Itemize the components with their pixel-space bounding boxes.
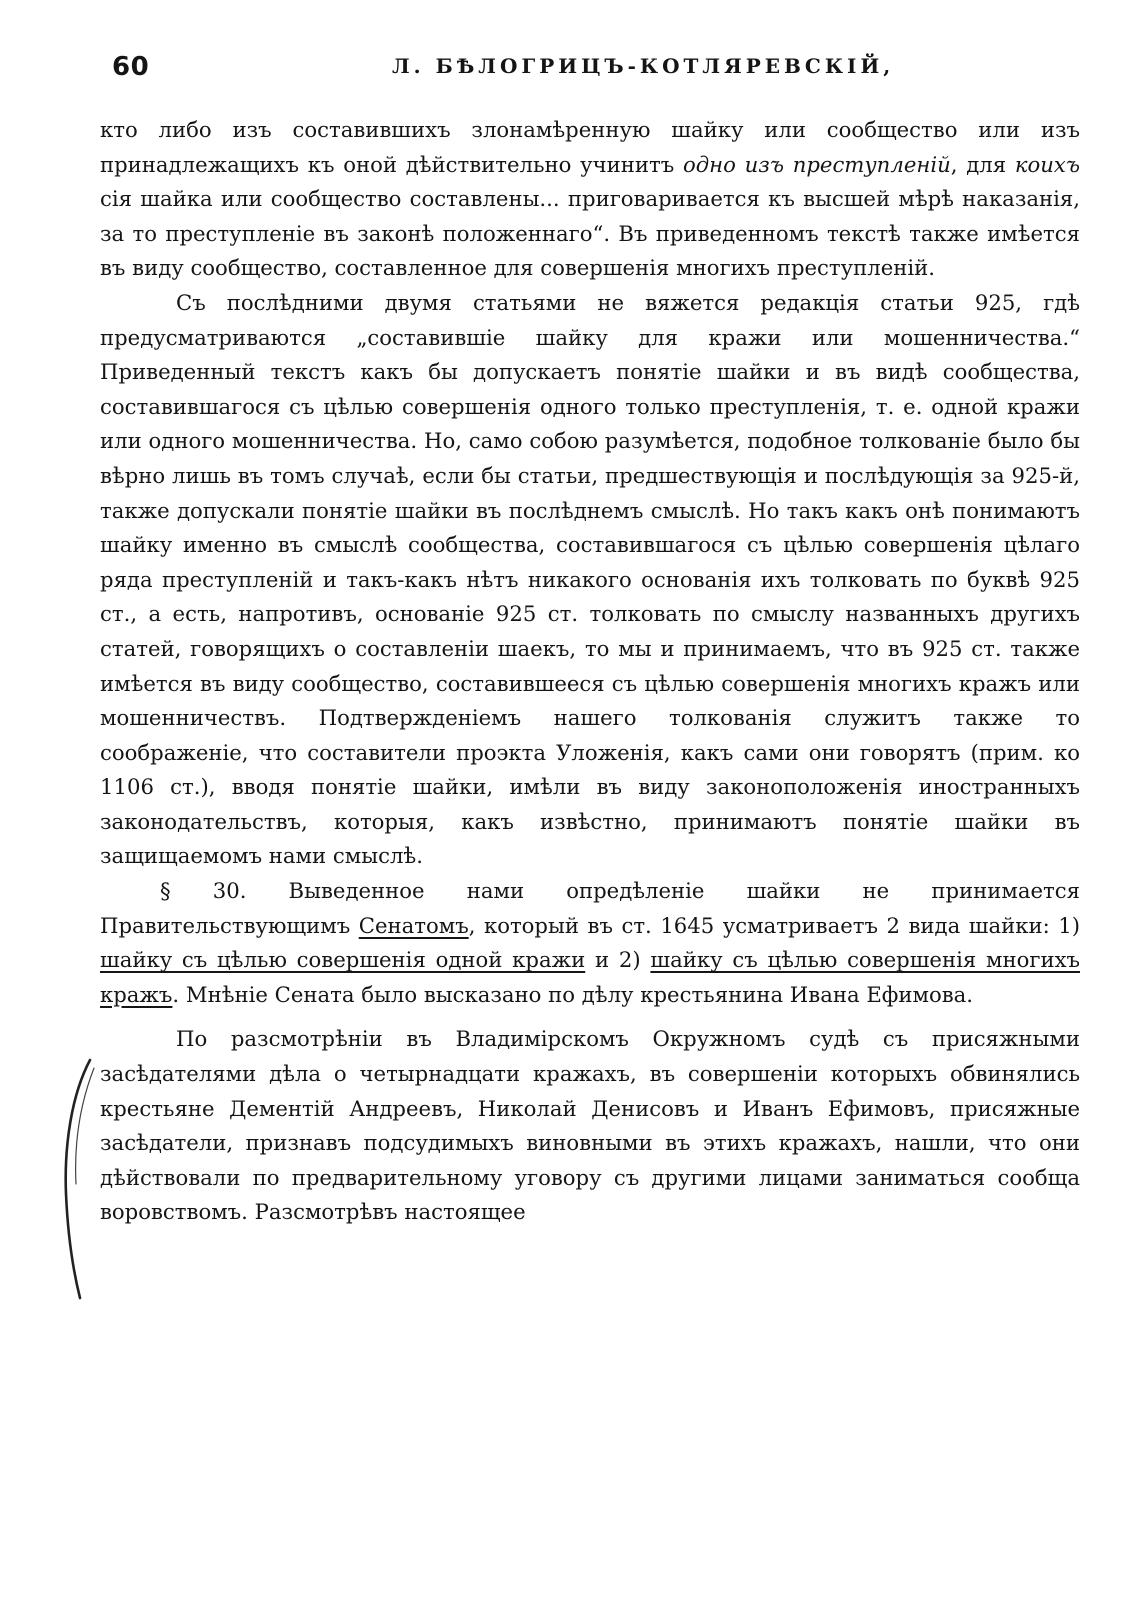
paragraph-1-text-c: сія шайка или сообщество составлены... приговаривается къ высшей мѣрѣ наказанія, за то преступленіе въ законѣ положеннаго“. Въ приведенномъ текстѣ также имѣется въ виду сообщество, составленное для совершенія многихъ преступленій. xyxy=(100,186,1080,281)
body-text xyxy=(100,113,1080,1230)
margin-bracket-mark xyxy=(50,1054,100,1304)
section-30-text-b: , который въ ст. 1645 усматриваетъ 2 вида шайки: 1) xyxy=(468,912,1080,938)
paragraph-2: Съ послѣдними двумя статьями не вяжется редакція статьи 925, гдѣ предусматриваются „составившіе шайку для кражи или мошенничества.“ Приведенный текстъ какъ бы допускаетъ понятіе шайки и въ видѣ сообщества, составившагося съ цѣлью совершенія одного только преступленія, т. е. одной кражи или одного мошенничества. Но, само собою разумѣется, подобное толкованіе было бы вѣрно лишь въ томъ случаѣ, если бы статьи, предшествующія и послѣдующія за 925-й, также допускали понятіе шайки въ послѣднемъ смыслѣ. Но такъ какъ онѣ понимаютъ шайку именно въ смыслѣ сообщества, составившагося съ цѣлью совершенія цѣлаго ряда преступленій и такъ-какъ нѣтъ никакого основанія ихъ толковать по буквѣ 925 ст., а есть, напротивъ, основаніе 925 ст. толковать по смыслу названныхъ другихъ статей, говорящихъ о составленіи шаекъ, то мы и принимаемъ, что въ 925 ст. также имѣется въ виду сообщество, составившееся съ цѣлью совершенія многихъ кражъ или мошенничествъ. Подтвержденіемъ нашего толкованія служитъ также то соображеніе, что составители проэкта Уложенія, какъ сами они говорятъ (прим. ко 1106 ст.), вводя понятіе шайки, имѣли въ виду законоположенія иностранныхъ законодательствъ, которыя, какъ извѣстно, принимаютъ понятіе шайки въ защищаемомъ нами смыслѣ. xyxy=(100,289,1080,869)
section-30-underlined-one-theft: шайку съ цѣлью совершенія одной кражи xyxy=(100,947,586,973)
section-30-text-a: § 30. Выведенное нами опредѣленіе шайки не принимается Правительствующимъ xyxy=(100,878,1080,938)
paragraph-1-italic-b: коихъ xyxy=(1014,151,1080,177)
paragraph-1-text-b: , для xyxy=(950,151,1015,177)
running-head: Л. БѢЛОГРИЦЪ-КОТЛЯРЕВСКІЙ, xyxy=(392,54,895,78)
section-30-underlined-many-thefts: шайку съ цѣлью совершенія многихъ кражъ xyxy=(100,947,1081,1007)
paragraph-section-30 xyxy=(100,874,1080,1012)
section-30-underlined-senate: Сенатомъ xyxy=(358,912,469,938)
page-number: 60 xyxy=(112,52,150,82)
paragraph-1 xyxy=(100,113,1080,286)
paragraph-1-text-a: кто либо изъ составившихъ злонамѣренную шайку или сообщество или изъ принадлежащихъ къ оной дѣйствительно учинитъ xyxy=(100,117,1080,177)
paragraph-1-italic-a: одно изъ преступленій xyxy=(682,151,951,177)
section-30-text-c: и 2) xyxy=(585,947,651,973)
paragraph-4: По разсмотрѣніи въ Владимірскомъ Окружномъ судѣ съ присяжными засѣдателями дѣла о четырнадцати кражахъ, въ совершеніи которыхъ обвинялись крестьяне Дементій Андреевъ, Николай Денисовъ и Иванъ Ефимовъ, присяжные засѣдатели, признавъ подсудимыхъ виновными въ этихъ кражахъ, нашли, что они дѣйствовали по предварительному уговору съ другими лицами заниматься сообща воровствомъ. Разсмотрѣвъ настоящее xyxy=(100,1026,1080,1225)
page-header xyxy=(112,52,1058,96)
section-30-text-d: . Мнѣніе Сената было высказано по дѣлу крестьянина Ивана Ефимова. xyxy=(172,981,974,1007)
